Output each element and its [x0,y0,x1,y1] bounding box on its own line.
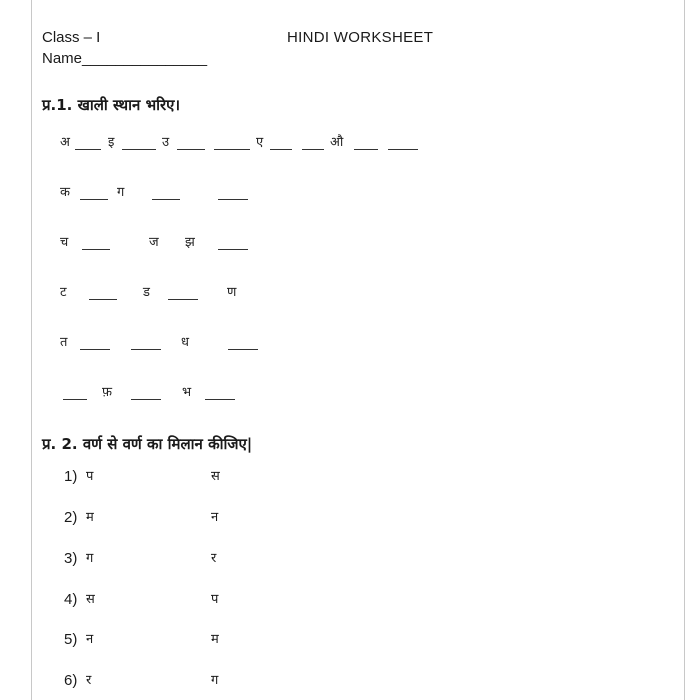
match-right-letter: र [211,551,217,566]
letter: झ [185,235,195,250]
letter: ज [149,235,159,250]
match-left-letter: न [86,632,94,647]
blank-line [388,149,418,150]
match-right-letter: स [211,469,220,484]
blank-line [218,199,248,200]
letter: ए [256,135,264,150]
item-number: 5) [64,631,78,648]
match-row-1 [0,467,700,489]
item-number: 2) [64,509,78,526]
letter: अ [60,135,70,150]
blank-line [152,199,180,200]
fill-row-2 [0,184,700,204]
worksheet-title: HINDI WORKSHEET [287,29,434,46]
letter: फ़ [102,385,113,400]
blank-line [218,249,248,250]
blank-line [82,249,110,250]
letter: त [60,335,68,350]
match-row-6 [0,671,700,693]
blank-line [214,149,250,150]
letter: इ [108,135,115,150]
blank-line [89,299,117,300]
blank-line [302,149,324,150]
match-row-2 [0,508,700,530]
blank-line [205,399,235,400]
blank-line [177,149,205,150]
blank-line [80,199,108,200]
match-row-3 [0,549,700,571]
letter: ण [227,285,237,300]
class-label: Class – I [42,29,101,46]
item-number: 1) [64,468,78,485]
question-2-heading: प्र. 2. वर्ण से वर्ण का मिलान कीजिए| [42,435,253,453]
fill-row-5 [0,334,700,354]
match-left-letter: प [86,469,94,484]
letter: भ [182,385,192,400]
match-row-5 [0,630,700,652]
letter: ट [60,285,67,300]
item-number: 3) [64,550,78,567]
blank-line [354,149,378,150]
blank-line [80,349,110,350]
question-1-heading: प्र.1. खाली स्थान भरिए। [42,96,181,114]
blank-line [270,149,292,150]
match-left-letter: म [86,510,94,525]
blank-line [75,149,101,150]
blank-line [228,349,258,350]
match-left-letter: र [86,673,92,688]
blank-line [63,399,87,400]
letter: उ [162,135,170,150]
letter: च [60,235,69,250]
blank-line [168,299,198,300]
fill-row-6 [0,384,700,404]
match-right-letter: म [211,632,219,647]
match-right-letter: ग [211,673,219,688]
match-right-letter: प [211,592,219,607]
letter: ग [117,185,125,200]
match-left-letter: ग [86,551,94,566]
letter: ड [143,285,150,300]
fill-row-4 [0,284,700,304]
match-row-4 [0,590,700,612]
blank-line [131,349,161,350]
name-field: Name_______________ [42,50,208,67]
fill-row-1 [0,134,700,154]
letter: औ [330,135,344,150]
match-right-letter: न [211,510,219,525]
match-left-letter: स [86,592,95,607]
letter: क [60,185,70,200]
blank-line [122,149,156,150]
item-number: 6) [64,672,78,689]
blank-line [131,399,161,400]
fill-row-3 [0,234,700,254]
letter: ध [181,335,189,350]
item-number: 4) [64,591,78,608]
